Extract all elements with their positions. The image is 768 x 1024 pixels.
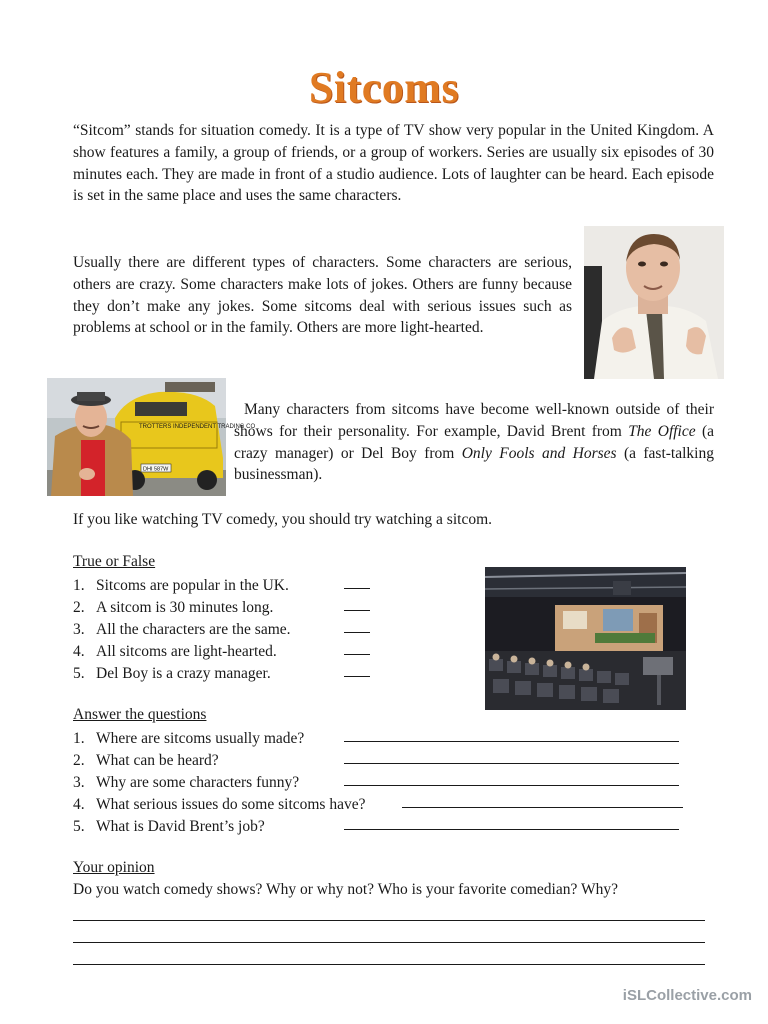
answer-line[interactable]	[344, 750, 679, 764]
answer-questions-heading: Answer the questions	[73, 706, 207, 723]
opinion-answer-line[interactable]	[73, 964, 705, 965]
famous-characters-paragraph	[234, 399, 714, 486]
answer-blank[interactable]	[344, 663, 370, 677]
p3-text-e: (a fast-talking businessman).	[234, 444, 714, 484]
p3-text-a: Many characters from sitcoms have become well-known outside of their shows for their personality. For example, David Brent from	[234, 401, 714, 440]
recommendation-paragraph: If you like watching TV comedy, you should try watching a sitcom.	[73, 511, 492, 528]
site-watermark: iSLCollective.com	[622, 987, 752, 1004]
studio-audience-photo	[485, 567, 686, 710]
only-fools-and-horses-title: Only Fools and Horses	[461, 444, 617, 462]
answer-line[interactable]	[344, 772, 679, 786]
characters-paragraph: Usually there are different types of characters. Some characters are serious, others are crazy. Some characters make lots of jokes. Others are funny because they don’t make any jokes. Some sitcoms deal with serious issues such as problems at school or in the family. Others are more light-hearted.	[73, 254, 572, 337]
answer-line[interactable]	[344, 816, 679, 830]
answer-blank[interactable]	[344, 619, 370, 633]
van-sign: TROTTERS INDEPENDENT TRADING CO	[139, 424, 256, 430]
your-opinion-heading: Your opinion	[73, 859, 155, 876]
p3-text-c: (a crazy manager) or Del Boy from	[234, 422, 714, 462]
opinion-answer-line[interactable]	[73, 942, 705, 943]
true-false-heading: True or False	[73, 553, 156, 570]
answer-line[interactable]	[402, 794, 683, 808]
answer-blank[interactable]	[344, 641, 370, 655]
answer-blank[interactable]	[344, 575, 370, 589]
van-plate: DHI 587W	[143, 466, 169, 473]
del-boy-photo	[47, 378, 256, 496]
david-brent-photo	[584, 226, 724, 379]
answer-line[interactable]	[344, 728, 679, 742]
answer-blank[interactable]	[344, 597, 370, 611]
page-title: Sitcoms	[308, 63, 460, 112]
the-office-title: The Office	[628, 422, 696, 440]
intro-paragraph: “Sitcom” stands for situation comedy. It is a type of TV show very popular in the United Kingdom. A show features a family, a group of friends, or a group of workers. Series are usually six episodes of 30 minutes each. They are made in front of a studio audience. Lots of laughter can be heard. Each episode is set in the same place and uses the same characters.	[73, 122, 714, 205]
opinion-question: Do you watch comedy shows? Why or why not? Who is your favorite comedian? Why?	[73, 881, 618, 898]
opinion-answer-line[interactable]	[73, 920, 705, 921]
